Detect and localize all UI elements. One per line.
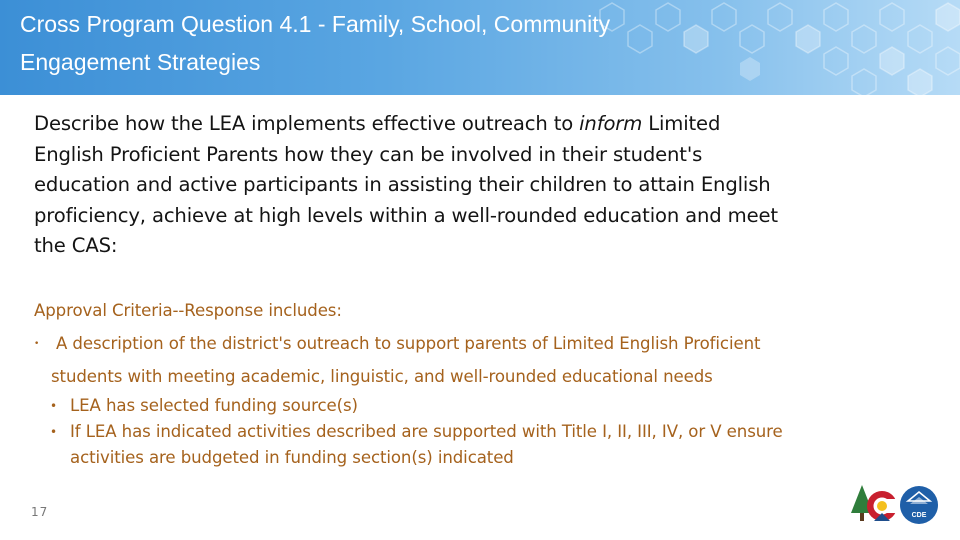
logo-text: CDE [911, 512, 927, 519]
page-title [20, 5, 780, 81]
criteria-item-text: If LEA has indicated activities described are supported with Title I, II, III, IV, or V ensure [70, 422, 783, 441]
question-line-1-prefix: Describe how the LEA implements effective outreach to [34, 112, 580, 135]
bullet-icon: • [50, 399, 57, 413]
criteria-item-text: LEA has selected funding source(s) [70, 396, 358, 415]
question-line-4: proficiency, achieve at high levels within a well-rounded education and meet [34, 203, 778, 227]
slide-number: 17 [31, 505, 49, 519]
page-title-line-2: Engagement Strategies [20, 49, 261, 75]
bullet-icon: • [34, 339, 40, 349]
question-line-1-suffix: Limited [642, 112, 721, 135]
question-line-2: English Proficient Parents how they can be involved in their student's [34, 142, 703, 166]
criteria-item-title-activities [34, 419, 924, 471]
cde-logo-icon [846, 483, 946, 528]
criteria-item-text: students with meeting academic, linguistic, and well-rounded educational needs [51, 367, 713, 386]
page-title-line-1: Cross Program Question 4.1 - Family, School, Community [20, 11, 611, 37]
question-emphasis: inform [579, 112, 643, 135]
criteria-item-funding-source [34, 393, 924, 419]
criteria-item-text: A description of the district's outreach to support parents of Limited English Proficient [56, 334, 761, 353]
criteria-item-outreach [34, 327, 924, 393]
question-line-3: education and active participants in assisting their children to attain English [34, 173, 771, 196]
approval-criteria [34, 294, 924, 471]
question-line-1 [34, 109, 914, 140]
bullet-icon: • [50, 425, 57, 439]
criteria-heading: Approval Criteria--Response includes: [34, 301, 342, 320]
question-prompt [34, 109, 914, 262]
criteria-item-text: activities are budgeted in funding section(s) indicated [70, 448, 514, 467]
question-line-5: the CAS: [34, 234, 118, 257]
title-banner [0, 0, 960, 95]
